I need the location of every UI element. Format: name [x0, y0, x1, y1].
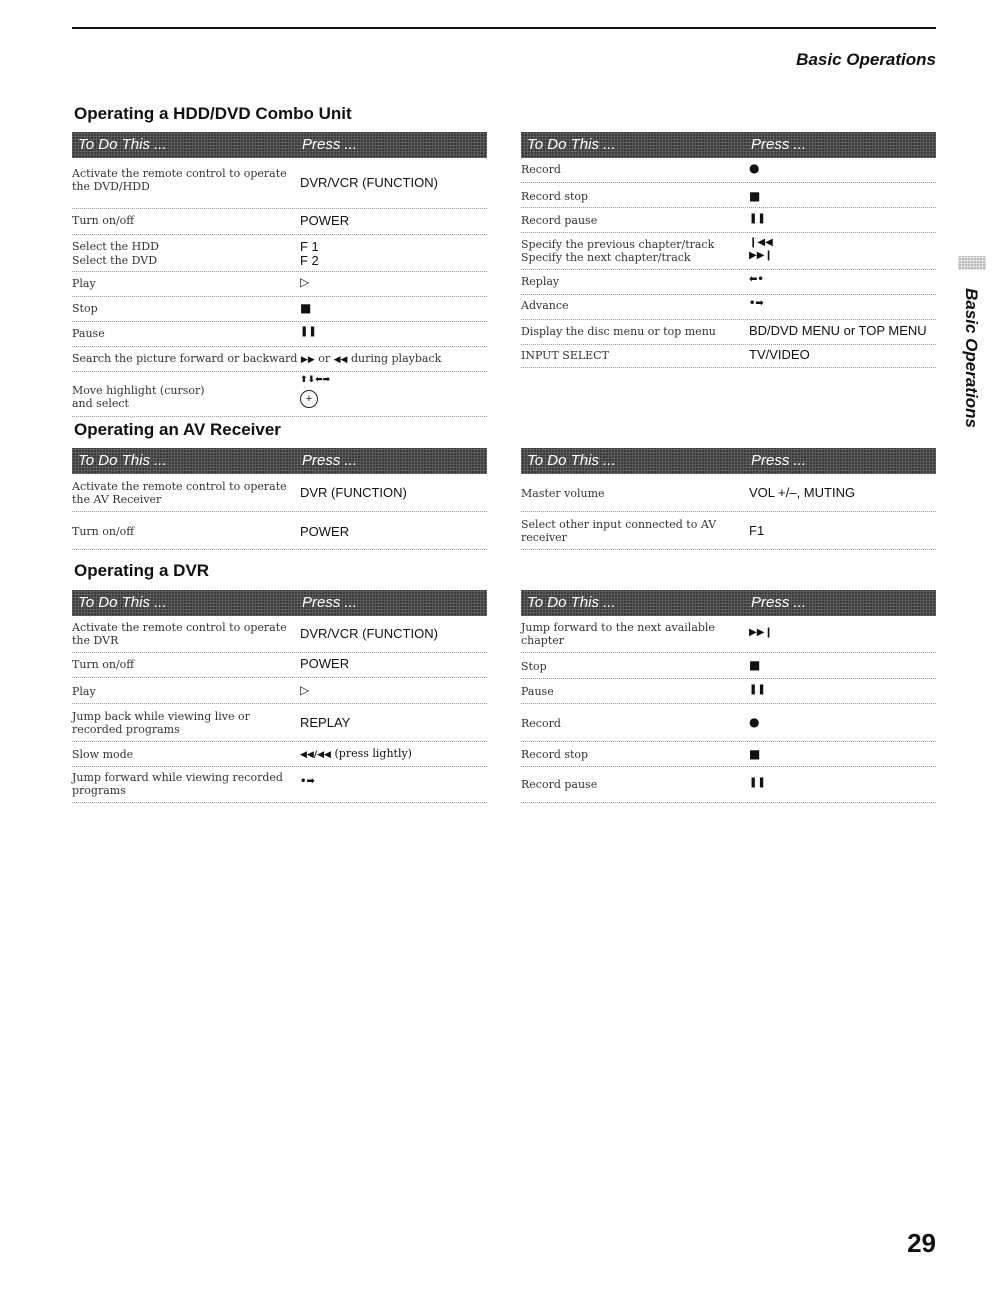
record-pause-icon: ❚❚: [749, 213, 766, 224]
header-todo: To Do This ...: [527, 594, 616, 611]
row-desc: Record stop: [521, 748, 589, 761]
table-row: [72, 742, 487, 767]
row-desc: Slow mode: [72, 748, 134, 761]
table-header: [72, 590, 487, 616]
table-row: [521, 512, 936, 550]
row-desc: Pause: [521, 685, 554, 698]
header-press: Press ...: [302, 594, 358, 611]
table-row: [521, 183, 936, 208]
table-header: [521, 448, 936, 474]
row-desc: INPUT SELECT: [521, 349, 609, 362]
av-table-left: [72, 448, 487, 550]
header-todo: To Do This ...: [527, 136, 616, 153]
hdd-table-left: [72, 132, 487, 417]
row-desc: Display the disc menu or top menu: [521, 325, 716, 338]
table-row: [521, 679, 936, 704]
row-desc: Record: [521, 717, 561, 730]
advance-icon: •➡: [749, 298, 764, 309]
row-desc: Play: [72, 277, 96, 290]
row-desc: Replay: [521, 275, 560, 288]
dvr-table-left: [72, 590, 487, 803]
pause-icon: ❚❚: [749, 684, 766, 695]
row-desc: Activate the remote control to operate the DVR: [72, 621, 287, 647]
table-row: [521, 742, 936, 767]
table-header: [521, 590, 936, 616]
stop-icon: ■: [749, 658, 761, 672]
table-row: [72, 158, 487, 209]
table-row: [521, 233, 936, 270]
table-row: [521, 767, 936, 803]
row-press: TV/VIDEO: [749, 347, 810, 362]
row-desc: Turn on/off: [72, 658, 135, 671]
row-desc: Select the DVD: [72, 254, 158, 267]
play-icon: ▷: [300, 683, 310, 697]
header-todo: To Do This ...: [78, 594, 167, 611]
record-icon: ●: [749, 715, 760, 729]
row-desc: Activate the remote control to operate the AV Receiver: [72, 480, 287, 506]
table-row: [72, 372, 487, 417]
advance-icon: •➡: [300, 776, 315, 787]
table-row: [521, 474, 936, 512]
stop-icon: ■: [300, 301, 312, 315]
table-row: [72, 297, 487, 322]
table-header: [72, 448, 487, 474]
play-icon: ▷: [300, 275, 310, 289]
row-press: DVR (FUNCTION): [300, 485, 407, 500]
row-press: BD/DVD MENU or TOP MENU: [749, 323, 927, 338]
section-title-av: Operating an AV Receiver: [74, 420, 281, 439]
av-table-right: [521, 448, 936, 550]
row-desc: Play: [72, 685, 96, 698]
row-press: DVR/VCR (FUNCTION): [300, 626, 438, 641]
slow-reverse-icon: ◀◀/◀◀: [300, 750, 331, 760]
row-desc: Stop: [521, 660, 547, 673]
table-row: [72, 209, 487, 235]
table-row: [521, 295, 936, 320]
table-row: [72, 272, 487, 297]
table-row: [72, 616, 487, 653]
page-number: 29: [907, 1228, 936, 1258]
section-title-hdd: Operating a HDD/DVD Combo Unit: [74, 104, 352, 123]
search-row: [72, 352, 492, 365]
rewind-icon: ◀◀: [333, 355, 348, 365]
record-stop-icon: ■: [749, 189, 761, 203]
table-row: [521, 208, 936, 233]
row-desc: Record stop: [521, 190, 589, 203]
arrow-keys-icon: ⬆⬇⬅➡: [300, 375, 331, 385]
row-desc: Pause: [72, 327, 105, 340]
row-desc: Stop: [72, 302, 98, 315]
table-row: [521, 158, 936, 183]
row-desc: Jump forward to the next available chapter: [521, 621, 715, 647]
table-row: [72, 474, 487, 512]
row-press: POWER: [300, 524, 350, 539]
row-desc: Advance: [521, 299, 569, 312]
row-press: F1: [749, 523, 765, 538]
table-row: [521, 653, 936, 679]
table-row: [521, 345, 936, 368]
table-row: [72, 512, 487, 550]
row-desc: Record pause: [521, 214, 598, 227]
header-press: Press ...: [751, 136, 807, 153]
row-press: DVR/VCR (FUNCTION): [300, 175, 438, 190]
row-press: VOL +/–, MUTING: [749, 485, 856, 500]
table-header: [521, 132, 936, 158]
header-todo: To Do This ...: [78, 452, 167, 469]
row-desc: Master volume: [521, 487, 605, 500]
table-header: [72, 132, 487, 158]
table-row: [72, 347, 487, 372]
row-desc: Record: [521, 163, 561, 176]
slow-mode-press: [300, 747, 490, 760]
table-row: [72, 678, 487, 704]
previous-chapter-icon: ❙◀◀: [749, 237, 773, 248]
section-title-dvr: Operating a DVR: [74, 561, 210, 580]
row-desc: Search the picture forward or backward: [72, 352, 298, 365]
header-todo: To Do This ...: [527, 452, 616, 469]
row-press: REPLAY: [300, 715, 351, 730]
table-row: [72, 767, 487, 803]
press-note: (press lightly): [334, 747, 412, 760]
next-chapter-icon: ▶▶❙: [749, 627, 773, 638]
row-desc: or: [318, 352, 331, 365]
table-row: [521, 320, 936, 345]
table-row: [72, 235, 487, 272]
header-press: Press ...: [751, 452, 807, 469]
row-desc: Move highlight (cursor): [72, 384, 205, 397]
header-press: Press ...: [302, 452, 358, 469]
hdd-table-right: [521, 132, 936, 368]
row-desc: Record pause: [521, 778, 598, 791]
replay-icon: ⬅•: [749, 274, 764, 285]
row-desc: Specify the next chapter/track: [521, 251, 691, 264]
row-desc: Select the HDD: [72, 240, 159, 253]
record-icon: ●: [749, 161, 760, 175]
row-press: POWER: [300, 213, 350, 228]
row-desc: Activate the remote control to operate the DVD/HDD: [72, 167, 287, 193]
record-pause-icon: ❚❚: [749, 777, 766, 788]
table-row: [72, 653, 487, 678]
next-chapter-icon: ▶▶❙: [749, 250, 773, 261]
header-press: Press ...: [751, 594, 807, 611]
row-desc: Turn on/off: [72, 525, 135, 538]
row-desc: and select: [72, 397, 129, 410]
pause-icon: ❚❚: [300, 326, 317, 337]
header-todo: To Do This ...: [78, 136, 167, 153]
fast-forward-icon: ▶▶: [300, 355, 315, 365]
row-press: POWER: [300, 656, 350, 671]
row-desc: Jump forward while viewing recorded programs: [72, 771, 283, 797]
header-press: Press ...: [302, 136, 358, 153]
row-desc: Select other input connected to AV receiver: [521, 518, 717, 544]
select-icon: +: [300, 388, 490, 408]
row-press: F 2: [300, 253, 319, 268]
row-desc: Jump back while viewing live or recorded programs: [72, 710, 250, 736]
running-head: Basic Operations: [796, 50, 936, 69]
row-desc: Specify the previous chapter/track: [521, 238, 715, 251]
row-press: F 1: [300, 239, 319, 254]
table-row: [72, 704, 487, 742]
table-row: [521, 704, 936, 742]
table-row: [521, 270, 936, 295]
top-rule: [72, 27, 936, 29]
row-desc: Turn on/off: [72, 214, 135, 227]
side-tab-marker: [958, 256, 986, 270]
table-row: [72, 322, 487, 347]
row-desc: during playback: [350, 352, 442, 365]
table-row: [521, 616, 936, 653]
dvr-table-right: [521, 590, 936, 803]
record-stop-icon: ■: [749, 747, 761, 761]
side-tab-label: Basic Operations: [962, 288, 981, 428]
